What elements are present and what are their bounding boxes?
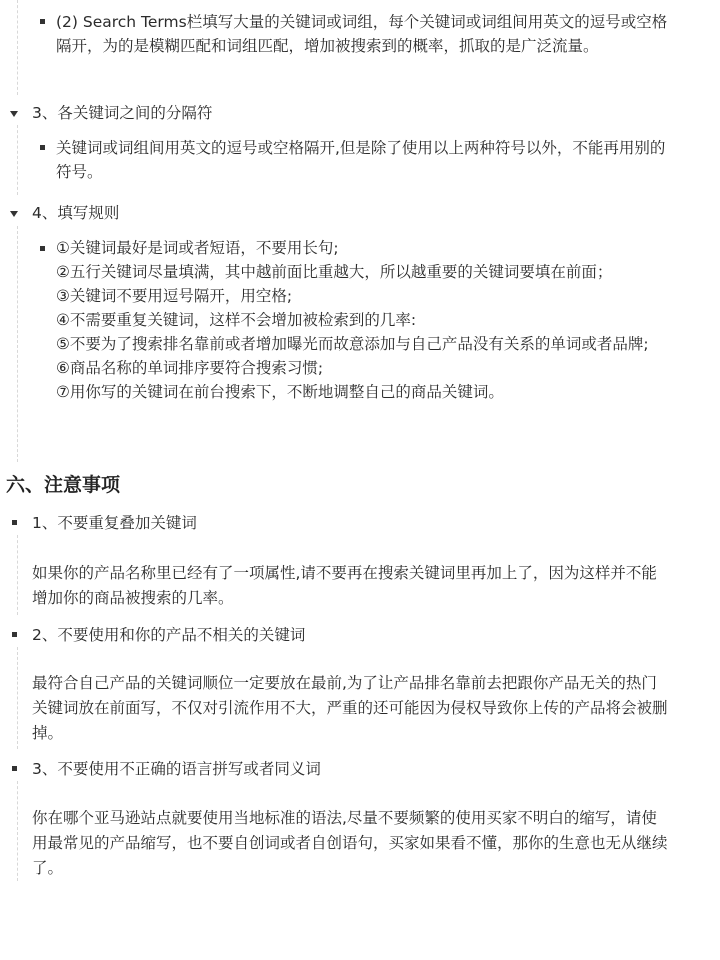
outline-guide [17,125,18,195]
rule-item: ③关键词不要用逗号隔开，用空格; [56,287,293,305]
bullet-square-icon [40,19,45,24]
list-item: (2) Search Terms栏填写大量的关键词或词组，每个关键词或词组间用英文的逗号或空格隔开，为的是模糊匹配和词组匹配，增加被搜索到的概率，抓取的是广泛流量。 [56,13,668,55]
rule-item: ②五行关键词尽量填满，其中越前面比重越大，所以越重要的关键词要填在前面； [56,263,613,281]
collapse-toggle-icon[interactable] [10,211,18,217]
rule-item: ④不需要重复关键词，这样不会增加被检索到的几率: [56,311,417,329]
collapse-toggle-icon[interactable] [10,111,18,117]
note-body: 你在哪个亚马逊站点就要使用当地标准的语法,尽量不要频繁的使用买家不明白的缩写，请使用最常见的产品缩写，也不要自创词或者自创语句，买家如果看不懂，那你的生意也无从继续了。 [32,809,668,877]
note-body: 最符合自己产品的关键词顺位一定要放在最前,为了让产品排名靠前去把跟你产品无关的热门关键词放在前面写，不仅对引流作用不大，严重的还可能因为侵权导致你上传的产品将会被删掉。 [32,674,668,742]
note-body: 如果你的产品名称里已经有了一项属性,请不要再在搜索关键词里再加上了，因为这样并不能增加你的商品被搜索的几率。 [32,564,657,607]
rule-item: ①关键词最好是词或者短语，不要用长句; [56,239,339,257]
rule-item: ⑥商品名称的单词排序要符合搜索习惯; [56,359,324,377]
outline-guide [17,226,18,462]
note-heading: 2、不要使用和你的产品不相关的关键词 [32,626,306,644]
bullet-square-icon [40,145,45,150]
note-heading: 1、不要重复叠加关键词 [32,514,197,532]
outline-guide [17,535,18,615]
bullet-square-icon [12,766,17,771]
rules-list [56,236,676,404]
outline-guide [17,0,18,95]
outline-guide [17,647,18,749]
list-item: 关键词或词组间用英文的逗号或空格隔开,但是除了使用以上两种符号以外，不能再用别的符号。 [56,139,666,181]
section-heading: 3、各关键词之间的分隔符 [32,104,213,122]
bullet-square-icon [12,520,17,525]
rule-item: ⑦用你写的关键词在前台搜索下，不断地调整自己的商品关键词。 [56,383,504,401]
section-heading: 4、填写规则 [32,204,120,222]
rule-item: ⑤不要为了搜索排名靠前或者增加曝光而故意添加与自己产品没有关系的单词或者品牌; [56,335,649,353]
bullet-square-icon [40,246,45,251]
page-section-title: 六、注意事项 [6,474,121,496]
bullet-square-icon [12,632,17,637]
outline-guide [17,781,18,881]
note-heading: 3、不要使用不正确的语言拼写或者同义词 [32,760,321,778]
